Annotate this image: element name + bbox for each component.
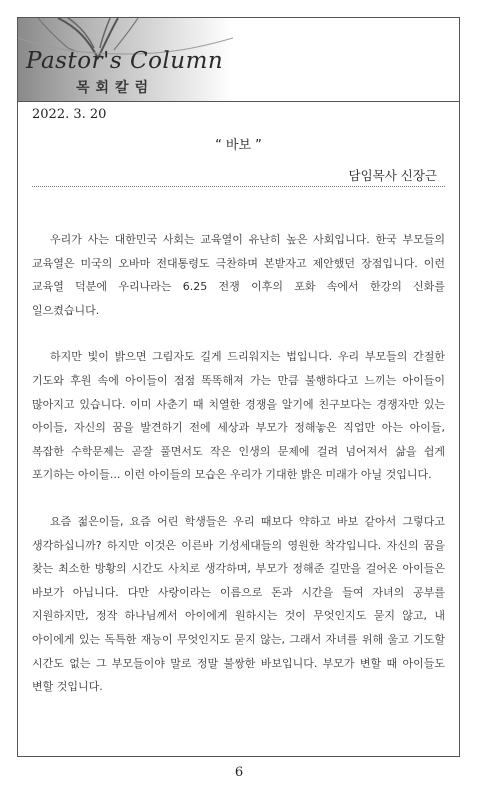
column-frame bbox=[17, 17, 460, 757]
article-title: “ 바보 ” bbox=[215, 138, 262, 153]
paragraph: 하지만 빛이 밝으면 그림자도 길게 드리워지는 법입니다. 우리 부모들의 간절한 기도와 후원 속에 아이들이 점점 똑똑해져 가는 만큼 불행하다고 느끼는 아이들이 많아지고 있습니다. 이미 사춘기 때 치열한 경쟁을 알기에 친구보다는 경쟁자만 있는 아이들, 자신의 꿈을 발견하기 전에 세상과 부모가 정해놓은 직업만 아는 아이들, 복잡한 수학문제는 곧잘 풀면서도 작은 인생의 문제에 걸려 넘어져서 삶을 쉽게 포기하는 아이들... 이런 아이들의 모습은 우리가 기대한 밝은 미래가 아닐 것입니다. bbox=[32, 350, 445, 482]
article-body bbox=[32, 228, 445, 722]
header-banner bbox=[18, 18, 233, 101]
article-author: 담임목사 신장근 bbox=[348, 168, 437, 183]
column-date: 2022. 3. 20 bbox=[32, 107, 107, 122]
page-number: 6 bbox=[234, 765, 244, 780]
paragraph: 요즘 젊은이들, 요즘 어린 학생들은 우리 때보다 약하고 바보 같아서 그렇다고 생각하십니까? 하지만 이것은 이른바 기성세대들의 영원한 착각입니다. 자신의 꿈을 찾는 최소한 방황의 시간도 사치로 생각하며, 부모가 정해준 길만을 걸어온 아이들은 바보가 아닙니다. 다만 사랑이라는 이름으로 돈과 시간을 들여 자녀의 공부를 지원하지만, 정작 하나님께서 아이에게 원하시는 것이 무엇인지도 묻지 않고, 내 아이에게 있는 독특한 재능이 무엇인지도 묻지 않는, 그래서 자녀를 위해 울고 기도할 시간도 없는 그 부모들이야 말로 정말 불쌍한 바보입니다. 부모가 변할 때 아이들도 변할 것입니다. bbox=[32, 514, 445, 694]
paragraph: 우리가 사는 대한민국 사회는 교육열이 유난히 높은 사회입니다. 한국 부모들의 교육열은 미국의 오바마 전대통령도 극찬하며 본받자고 제안했던 장점입니다. 이런 교육열 덕분에 우리나라는 6.25 전쟁 이후의 포화 속에서 한강의 신화를 일으켰습니다. bbox=[32, 233, 445, 317]
header-title: Pastor's Column bbox=[26, 48, 224, 74]
header-subtitle: 목회칼럼 bbox=[76, 80, 155, 96]
column-header bbox=[18, 18, 459, 102]
dotted-divider bbox=[32, 186, 445, 187]
